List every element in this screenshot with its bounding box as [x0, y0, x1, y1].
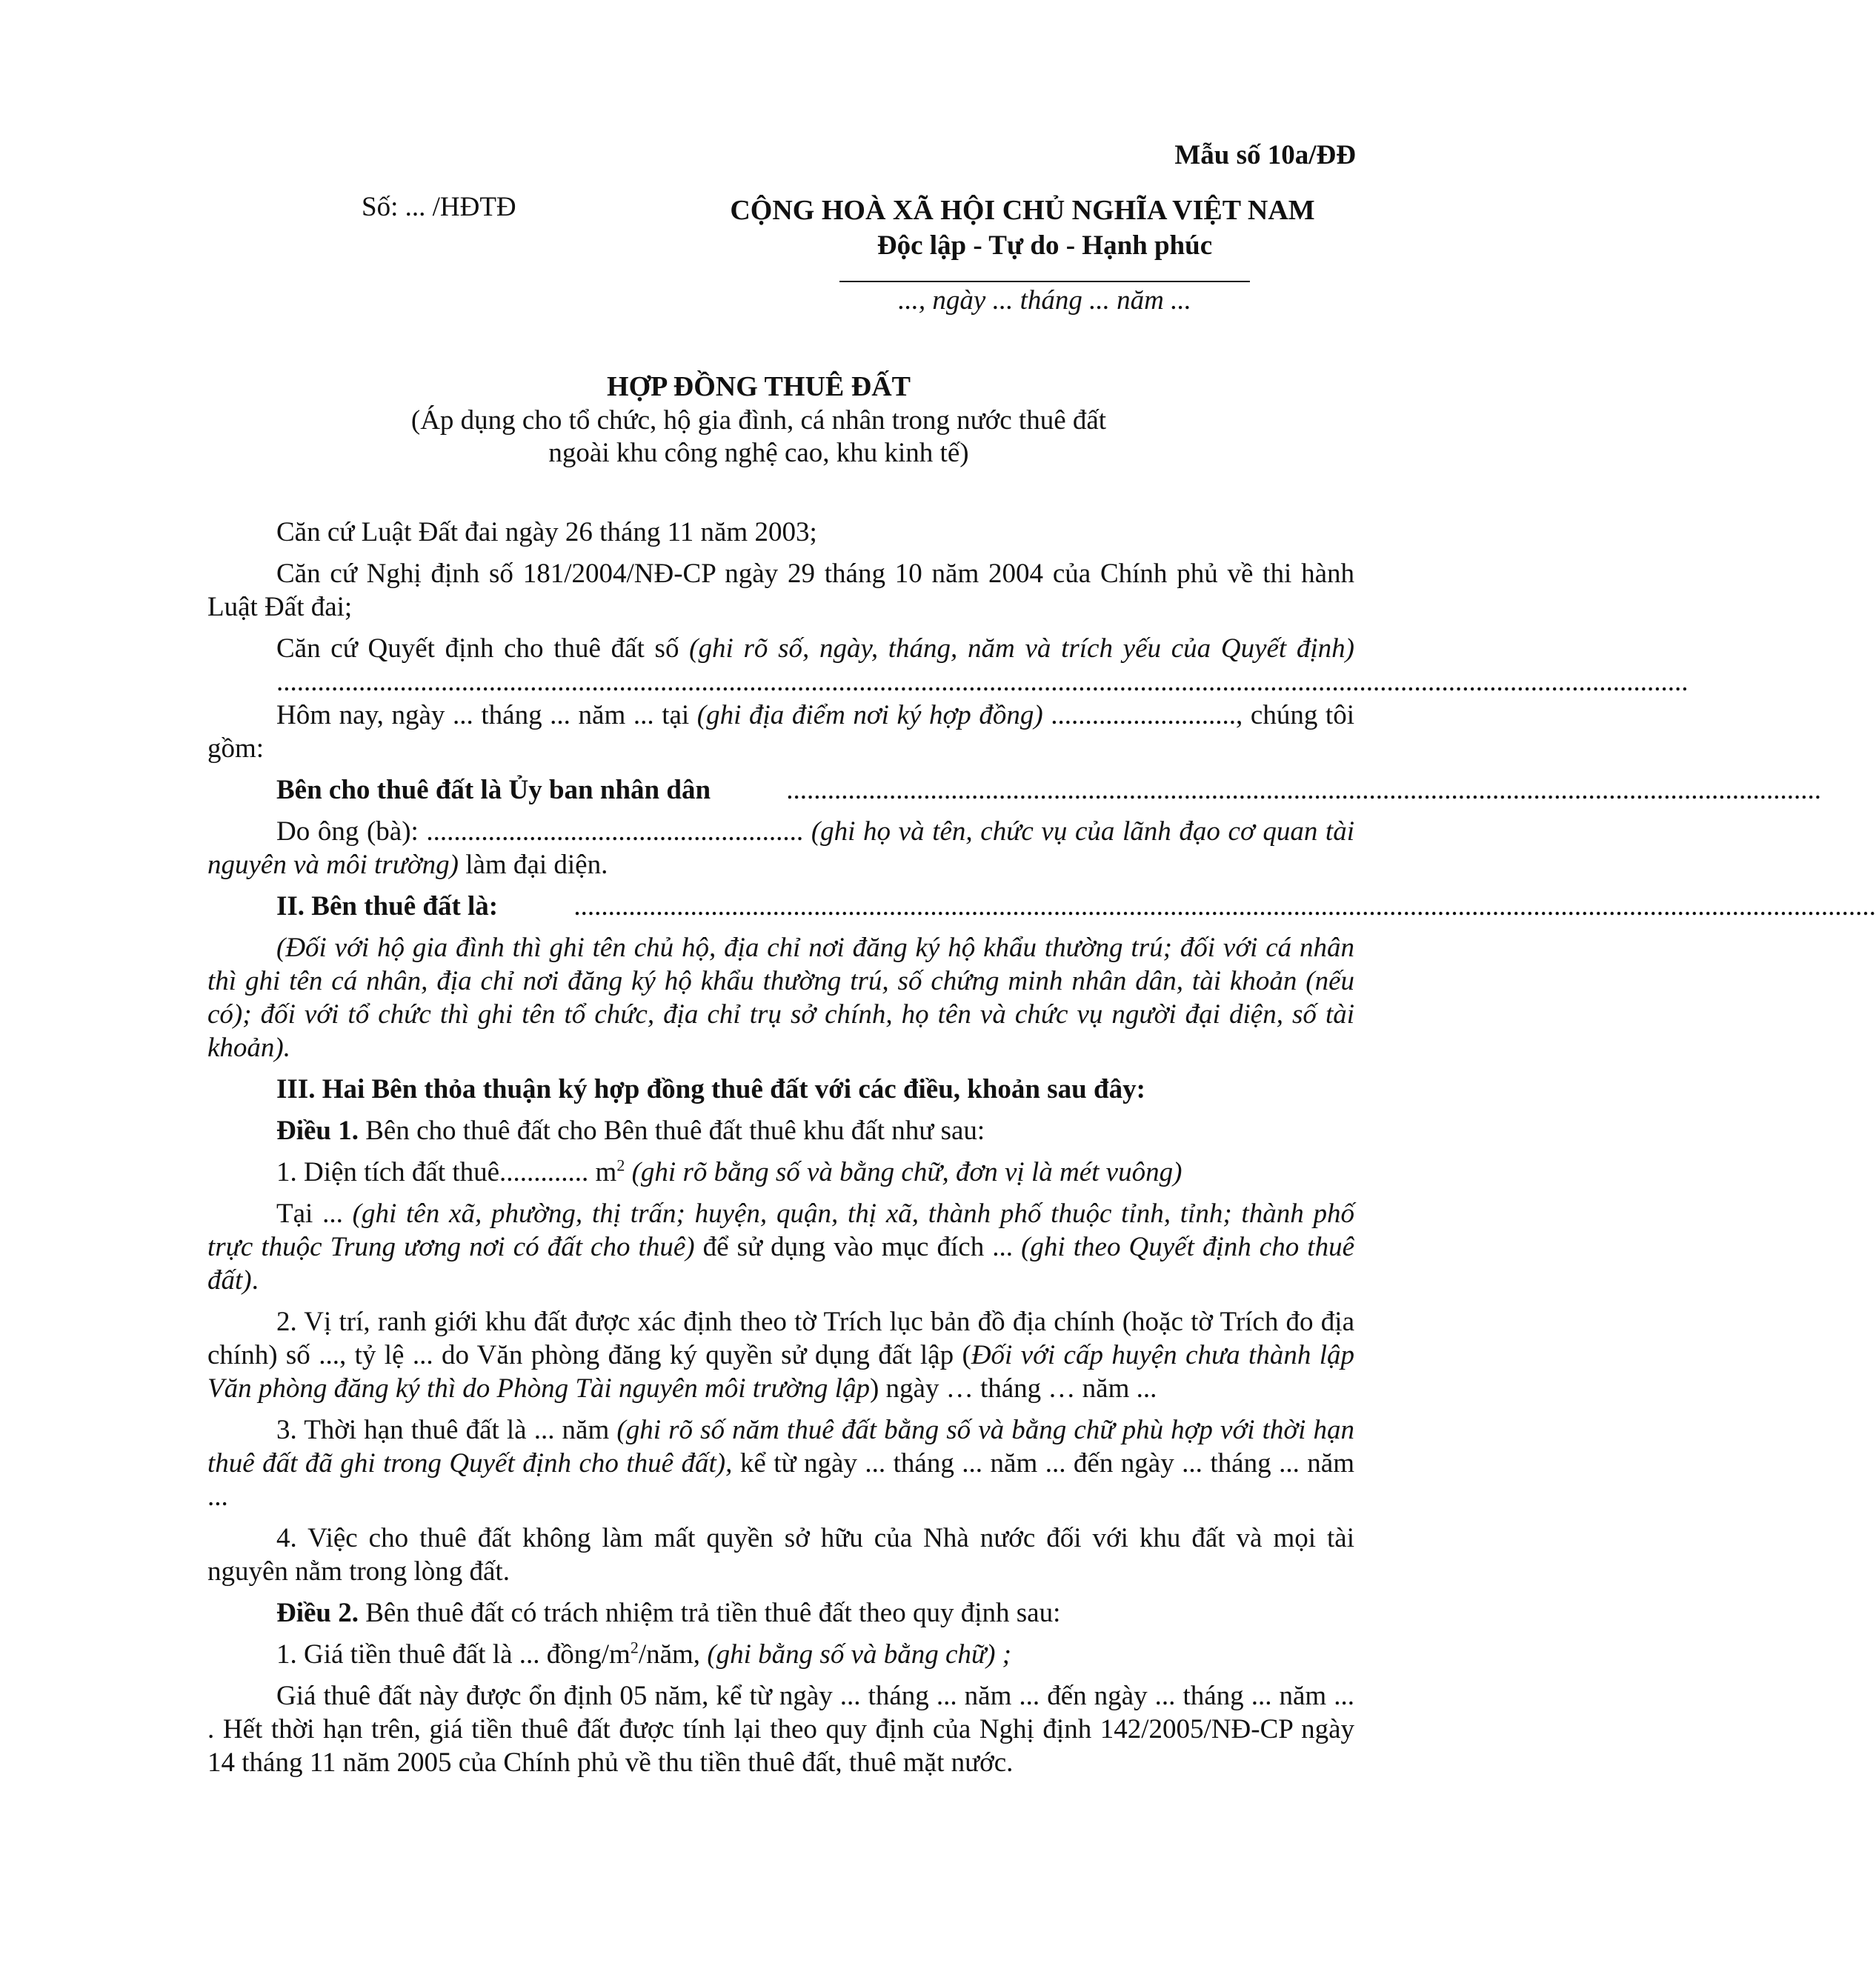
- article-2-text: Bên thuê đất có trách nhiệm trả tiền thuê đất theo quy định sau:: [359, 1598, 1061, 1628]
- location-text: Tại ...: [276, 1199, 353, 1229]
- purpose-instruction: (ghi theo Quyết định cho thuê đất): [207, 1232, 1354, 1296]
- decision-text: Căn cứ Quyết định cho thuê đất số: [276, 633, 690, 664]
- price-unit: /năm,: [638, 1639, 708, 1670]
- document-title: HỢP ĐỒNG THUÊ ĐẤT: [607, 371, 911, 402]
- agreement-heading-text: III. Hai Bên thỏa thuận ký hợp đồng thuê đất với các điều, khoản sau đây:: [276, 1074, 1145, 1104]
- boundary-tail: ) ngày … tháng … năm ...: [869, 1373, 1157, 1404]
- document-subtitle-line-2: ngoài khu công nghệ cao, khu kinh tế): [548, 438, 969, 468]
- location-instruction: (ghi tên xã, phường, thị trấn; huyện, quận, thị xã, thành phố thuộc tỉnh, tỉnh; thành phố trực thuộc Trung ương nơi có đất cho thuê): [207, 1199, 1354, 1262]
- representative-text: Do ông (bà): .......................................................: [276, 816, 811, 847]
- legal-basis-decision: Căn cứ Quyết định cho thuê đất số (ghi rõ số, ngày, tháng, năm và trích yếu của Quyết định) ..............................................................................................................................................................................................................: [276, 633, 1689, 697]
- article-1: [207, 1114, 1354, 1147]
- article-2-price-stability: Giá thuê đất này được ổn định 05 năm, kể từ ngày ... tháng ... năm ... đến ngày ... tháng ... năm ... . Hết thời hạn trên, giá tiền thuê đất được tính lại theo quy định của Nghị định 142/2005/NĐ-CP ngày 14 tháng 11 năm 2005 của Chính phủ về thu tiền thuê đất, thuê mặt nước.: [207, 1681, 1354, 1778]
- term-tail: kể từ ngày ... tháng ... năm ... đến ngày ... tháng ... năm ...: [207, 1448, 1354, 1512]
- term-text: 3. Thời hạn thuê đất là ... năm: [276, 1415, 617, 1445]
- article-1-clause-3: [207, 1413, 1354, 1513]
- article-2-clause-1: [207, 1638, 1354, 1671]
- price-instruction: (ghi bằng số và bằng chữ) ;: [707, 1639, 1011, 1670]
- legal-basis-land-law: Căn cứ Luật Đất đai ngày 26 tháng 11 năm 2003;: [276, 517, 817, 547]
- document-subtitle-line-1: (Áp dụng cho tổ chức, hộ gia đình, cá nhân trong nước thuê đất: [410, 405, 1107, 436]
- article-2: [207, 1596, 1354, 1630]
- purpose-text: để sử dụng vào mục đích ...: [694, 1232, 1022, 1262]
- article-1-text: Bên cho thuê đất cho Bên thuê đất thuê khu đất như sau:: [359, 1116, 985, 1146]
- decision-instruction: (ghi rõ số, ngày, tháng, năm và trích yếu của Quyết định): [689, 633, 1354, 664]
- price-text: 1. Giá tiền thuê đất là ... đồng/m: [276, 1639, 631, 1670]
- national-title: CỘNG HOÀ XÃ HỘI CHỦ NGHĨA VIỆT NAM: [730, 195, 1315, 226]
- boundary-text: 2. Vị trí, ranh giới khu đất được xác định theo tờ Trích lục bản đồ địa chính (hoặc tờ Trích đo địa chính) số ..., tỷ lệ ... do Văn phòng đăng ký quyền sử dụng đất lập (: [207, 1307, 1354, 1370]
- article-1-clause-4: 4. Việc cho thuê đất không làm mất quyền sở hữu của Nhà nước đối với khu đất và mọi tài nguyên nằm trong lòng đất.: [207, 1523, 1354, 1587]
- national-motto: Độc lập - Tự do - Hạnh phúc: [877, 230, 1213, 261]
- date-line: ..., ngày ... tháng ... năm ...: [898, 285, 1191, 316]
- lessor-representative: [207, 815, 1354, 881]
- land-area-text: 1. Diện tích đất thuê............. m: [276, 1157, 617, 1187]
- lessor-party: Bên cho thuê đất là Ủy ban nhân dân .......................................................................................................................................................: [276, 775, 1822, 805]
- agreement-heading: [207, 1073, 1354, 1106]
- article-2-label: Điều 2.: [276, 1598, 359, 1628]
- article-1-location: [207, 1197, 1354, 1297]
- representative-tail: làm đại diện.: [458, 850, 608, 880]
- lessee-instruction: [207, 931, 1354, 1064]
- term-instruction: (ghi rõ số năm thuê đất bằng số và bằng chữ phù hợp với thời hạn thuê đất đã ghi trong Quyết định cho thuê đất),: [207, 1415, 1355, 1479]
- signing-date-text: Hôm nay, ngày ... tháng ... năm ... tại: [276, 700, 697, 730]
- signing-tail-text: ..........................., chúng tôi gồm:: [207, 700, 1354, 764]
- contract-number: Số: ... /HĐTĐ: [362, 192, 516, 222]
- lessee-party: II. Bên thuê đất là: ..............................................................................................................................................................................................: [276, 891, 1876, 921]
- article-1-clause-1: [207, 1156, 1354, 1189]
- superscript-2: 2: [616, 1156, 625, 1175]
- signing-date-place: [207, 699, 1354, 765]
- lessor-label: Bên cho thuê đất là Ủy ban nhân dân: [276, 775, 711, 805]
- contract-body: [207, 516, 1876, 1787]
- period: .: [251, 1265, 259, 1296]
- signing-place-instruction: (ghi địa điểm nơi ký hợp đồng): [696, 700, 1043, 730]
- boundary-instruction: Đối với cấp huyện chưa thành lập Văn phòng đăng ký thì do Phòng Tài nguyên môi trường lập: [207, 1340, 1354, 1404]
- article-1-label: Điều 1.: [276, 1116, 359, 1146]
- motto-underline: [839, 281, 1250, 282]
- lessee-label: II. Bên thuê đất là:: [276, 891, 499, 921]
- lessee-instruction-text: (Đối với hộ gia đình thì ghi tên chủ hộ, địa chỉ nơi đăng ký hộ khẩu thường trú; đối với cá nhân thì ghi tên cá nhân, địa chỉ nơi đăng ký hộ khẩu thường trú, số chứng minh nhân dân, tài khoản (nếu có); đối với tổ chức thì ghi tên tổ chức, địa chỉ trụ sở chính, họ tên và chức vụ người đại diện, số tài khoản).: [207, 933, 1354, 1063]
- representative-instruction: (ghi họ và tên, chức vụ của lãnh đạo cơ quan tài nguyên và môi trường): [207, 816, 1354, 880]
- superscript-2: 2: [630, 1638, 639, 1657]
- legal-basis-decree: Căn cứ Nghị định số 181/2004/NĐ-CP ngày 29 tháng 10 năm 2004 của Chính phủ về thi hành Luật Đất đai;: [207, 559, 1354, 622]
- article-1-clause-2: [207, 1305, 1354, 1405]
- land-area-instruction: (ghi rõ bằng số và bằng chữ, đơn vị là mét vuông): [625, 1157, 1183, 1187]
- form-number: Mẫu số 10a/ĐĐ: [1174, 140, 1356, 170]
